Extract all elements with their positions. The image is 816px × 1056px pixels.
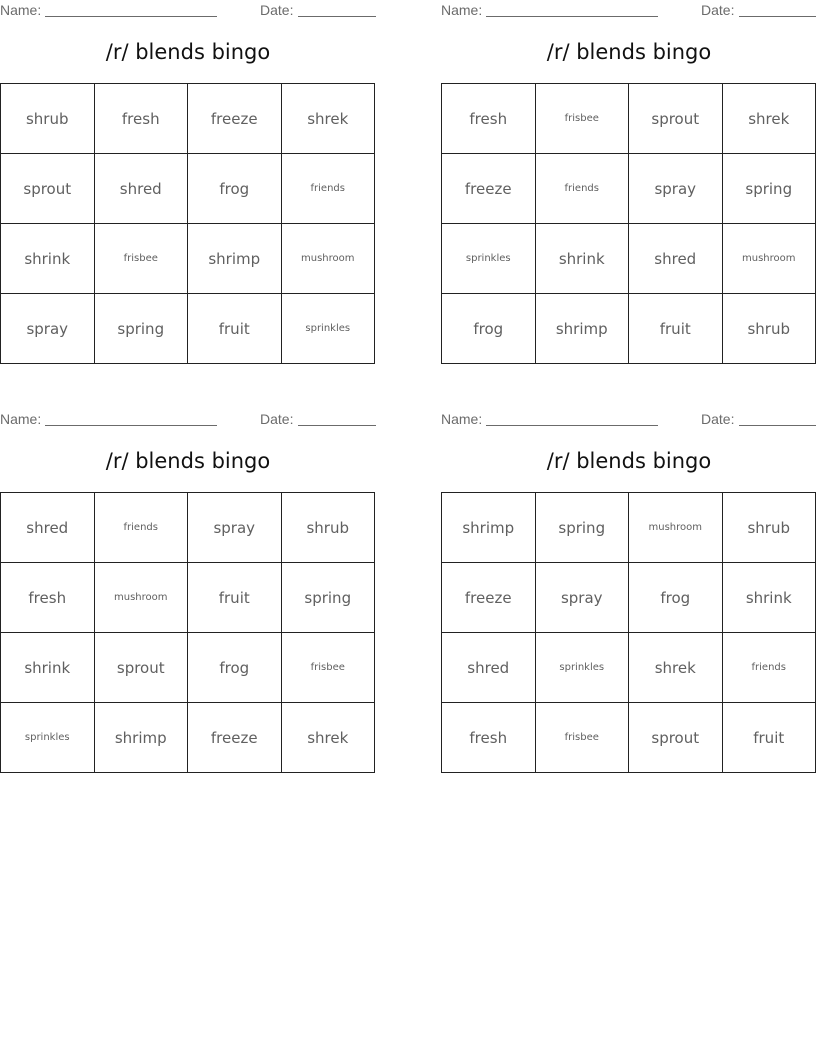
date-label: Date: [260, 411, 294, 427]
grid-cell: sprinkles [281, 294, 375, 364]
grid-cell: mushroom [629, 493, 723, 563]
grid-cell: fresh [442, 703, 536, 773]
grid-cell: spring [281, 563, 375, 633]
grid-cell: shrimp [188, 224, 282, 294]
date-blank-line [739, 425, 816, 426]
bingo-card [0, 409, 376, 779]
bingo-card [0, 0, 376, 370]
grid-row [1, 493, 375, 563]
name-date-row [0, 2, 376, 20]
grid-cell: shred [94, 154, 188, 224]
bingo-card [441, 409, 816, 779]
card-title: /r/ blends bingo [546, 449, 712, 473]
grid-cell: frisbee [535, 703, 629, 773]
card-title: /r/ blends bingo [105, 40, 271, 64]
grid-cell: fresh [442, 84, 536, 154]
grid-cell: fresh [94, 84, 188, 154]
grid-row [1, 84, 375, 154]
grid-cell: sprout [1, 154, 95, 224]
grid-cell: frog [442, 294, 536, 364]
grid-cell: shrek [281, 703, 375, 773]
grid-cell: frog [629, 563, 723, 633]
grid-cell: shrimp [535, 294, 629, 364]
grid-cell: frisbee [94, 224, 188, 294]
grid-cell: freeze [188, 84, 282, 154]
date-blank-line [298, 425, 376, 426]
grid-cell: shrink [535, 224, 629, 294]
grid-cell: spring [94, 294, 188, 364]
grid-cell: sprout [629, 703, 723, 773]
grid-cell: shrek [629, 633, 723, 703]
grid-cell: shred [1, 493, 95, 563]
grid-cell: shrek [281, 84, 375, 154]
grid-cell: frog [188, 633, 282, 703]
grid-row [442, 703, 816, 773]
name-date-row [441, 2, 816, 20]
grid-row [442, 224, 816, 294]
grid-cell: shrink [1, 633, 95, 703]
grid-row [1, 154, 375, 224]
grid-cell: freeze [188, 703, 282, 773]
grid-cell: fruit [629, 294, 723, 364]
grid-cell: spray [535, 563, 629, 633]
grid-cell: shrimp [442, 493, 536, 563]
grid-cell: fresh [1, 563, 95, 633]
grid-cell: freeze [442, 563, 536, 633]
grid-row [442, 154, 816, 224]
name-label: Name: [441, 2, 483, 18]
grid-row [1, 703, 375, 773]
bingo-grid [0, 83, 375, 364]
grid-cell: friends [535, 154, 629, 224]
grid-cell: sprout [94, 633, 188, 703]
grid-cell: sprinkles [442, 224, 536, 294]
grid-row [442, 563, 816, 633]
name-label: Name: [0, 2, 42, 18]
grid-cell: sprinkles [535, 633, 629, 703]
bingo-grid [0, 492, 375, 773]
date-label: Date: [701, 2, 735, 18]
grid-cell: mushroom [722, 224, 816, 294]
grid-cell: spring [722, 154, 816, 224]
grid-row [442, 633, 816, 703]
name-blank-line [45, 16, 217, 17]
grid-row [1, 294, 375, 364]
grid-cell: shrink [1, 224, 95, 294]
name-blank-line [486, 425, 658, 426]
grid-cell: shrub [1, 84, 95, 154]
grid-cell: shred [442, 633, 536, 703]
grid-cell: shrimp [94, 703, 188, 773]
grid-cell: freeze [442, 154, 536, 224]
grid-cell: spring [535, 493, 629, 563]
grid-cell: mushroom [94, 563, 188, 633]
grid-cell: fruit [722, 703, 816, 773]
grid-cell: friends [94, 493, 188, 563]
grid-cell: fruit [188, 563, 282, 633]
date-blank-line [739, 16, 816, 17]
grid-cell: frog [188, 154, 282, 224]
name-label: Name: [441, 411, 483, 427]
name-blank-line [45, 425, 217, 426]
bingo-grid [441, 83, 816, 364]
grid-cell: shred [629, 224, 723, 294]
bingo-grid [441, 492, 816, 773]
grid-cell: mushroom [281, 224, 375, 294]
grid-cell: shrub [722, 493, 816, 563]
name-date-row [441, 411, 816, 429]
card-title: /r/ blends bingo [546, 40, 712, 64]
name-blank-line [486, 16, 658, 17]
grid-cell: shrek [722, 84, 816, 154]
grid-row [442, 294, 816, 364]
grid-cell: shrub [281, 493, 375, 563]
grid-cell: shrub [722, 294, 816, 364]
bingo-card [441, 0, 816, 370]
grid-row [1, 224, 375, 294]
grid-row [1, 563, 375, 633]
grid-cell: fruit [188, 294, 282, 364]
grid-row [1, 633, 375, 703]
date-blank-line [298, 16, 376, 17]
card-title: /r/ blends bingo [105, 449, 271, 473]
grid-row [442, 84, 816, 154]
grid-cell: frisbee [281, 633, 375, 703]
grid-cell: spray [629, 154, 723, 224]
grid-row [442, 493, 816, 563]
grid-cell: sprinkles [1, 703, 95, 773]
grid-cell: spray [188, 493, 282, 563]
grid-cell: friends [281, 154, 375, 224]
date-label: Date: [701, 411, 735, 427]
grid-cell: frisbee [535, 84, 629, 154]
date-label: Date: [260, 2, 294, 18]
grid-cell: shrink [722, 563, 816, 633]
name-label: Name: [0, 411, 42, 427]
grid-cell: spray [1, 294, 95, 364]
name-date-row [0, 411, 376, 429]
grid-cell: sprout [629, 84, 723, 154]
grid-cell: friends [722, 633, 816, 703]
